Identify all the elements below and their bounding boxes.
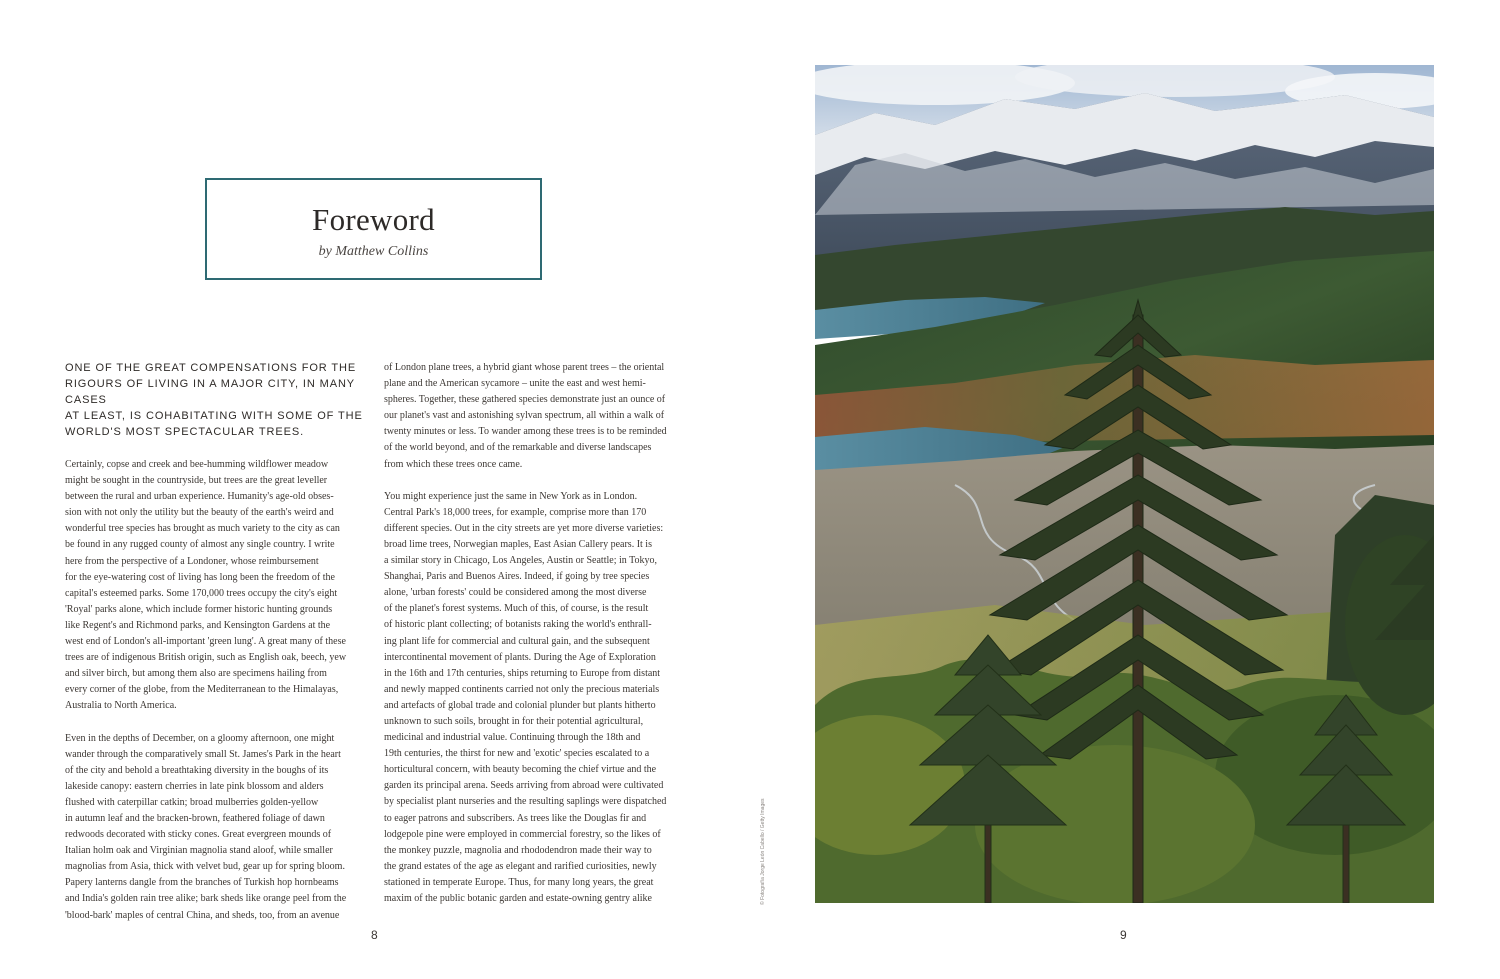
text-line: for the eye-watering cost of living has long been the freedom of the	[65, 571, 335, 583]
text-line: might be sought in the countryside, but trees are the great leveller	[65, 475, 328, 487]
text-line: lodgepole pine were employed in commercial forestry, so the likes of	[384, 828, 661, 840]
title-box	[205, 178, 542, 280]
text-line: of the world beyond, and of the remarkable and diverse landscapes	[384, 442, 652, 454]
text-line: of the city and behold a breathtaking diversity in the boughs of its	[65, 764, 329, 776]
text-line: from which these trees once came.	[384, 458, 523, 470]
text-line: to eager patrons and subscribers. As trees like the Douglas fir and	[384, 812, 647, 824]
text-line: of the planet's forest systems. Much of this, of course, is the result	[384, 603, 649, 615]
text-line: of London plane trees, a hybrid giant whose parent trees – the oriental	[384, 362, 665, 373]
text-line: Italian holm oak and Virginian magnolia stand aloof, while smaller	[65, 845, 333, 857]
text-line: lakeside canopy: eastern cherries in late pink blossom and alders	[65, 780, 324, 792]
text-line: the monkey puzzle, magnolia and rhododendron made their way to	[384, 844, 652, 856]
body-paragraph	[65, 731, 365, 924]
text-line: be found in any rugged county of almost any single country. I write	[65, 539, 335, 551]
text-line: plane and the American sycamore – unite the east and west hemi-	[384, 378, 646, 390]
text-line: a similar story in Chicago, Los Angeles, Austin or Seattle; in Tokyo,	[384, 555, 657, 567]
text-line: here from the perspective of a Londoner, whose reimbursement	[65, 555, 319, 567]
text-line: different species. Out in the city streets are yet more diverse varieties:	[384, 522, 664, 534]
text-line: Australia to North America.	[65, 700, 177, 712]
text-line: Shanghai, Paris and Buenos Aires. Indeed, if going by tree species	[384, 571, 650, 583]
text-line: west end of London's all-important 'green lung'. A great many of these	[65, 636, 346, 648]
text-line: Certainly, copse and creek and bee-humming wildflower meadow	[65, 459, 329, 470]
text-line: maxim of the public botanic garden and estate-owning gentry alike	[384, 893, 652, 904]
text-line: alone, 'urban forests' could be considered among the most diverse	[384, 587, 647, 599]
text-line: Even in the depths of December, on a gloomy afternoon, one might	[65, 732, 335, 744]
body-paragraph	[384, 489, 687, 907]
text-line: broad lime trees, Norwegian maples, East Asian Callery pears. It is	[384, 538, 652, 550]
text-line: 'blood-bark' maples of central China, and sheds, too, from an avenue	[65, 909, 340, 921]
text-line: ing plant life for commercial and cultural gain, and the subsequent	[384, 635, 650, 647]
text-line: WORLD'S MOST SPECTACULAR TREES.	[65, 426, 305, 438]
text-column-right	[384, 360, 687, 907]
photo-credit: © Fotografía Jorge León Cabello / Getty Images	[760, 798, 766, 905]
byline: by Matthew Collins	[318, 244, 429, 259]
text-line: intercontinental movement of plants. During the Age of Exploration	[384, 651, 656, 663]
body-paragraph	[65, 457, 365, 715]
page-number-right: 9	[1120, 928, 1127, 942]
text-line: by specialist plant nurseries and the resulting saplings were dispatched	[384, 796, 667, 808]
text-line: and newly mapped continents carried not only the precious materials	[384, 683, 660, 695]
text-line: between the rural and urban experience. Humanity's age-old obses-	[65, 491, 334, 503]
text-line: You might experience just the same in New York as in London.	[384, 490, 638, 502]
text-line: 19th centuries, the thirst for new and 'exotic' species escalated to a	[384, 748, 650, 760]
text-line: like Regent's and Richmond parks, and Kensington Gardens at the	[65, 619, 331, 631]
text-line: trees are of indigenous British origin, such as English oak, beech, yew	[65, 652, 347, 664]
text-line: stationed in temperate Europe. Thus, for many long years, the great	[384, 876, 654, 888]
text-line: ONE OF THE GREAT COMPENSATIONS FOR THE	[65, 362, 357, 374]
text-line: capital's esteemed parks. Some 170,000 trees occupy the city's eight	[65, 587, 338, 599]
text-line: every corner of the globe, from the Mediterranean to the Himalayas,	[65, 684, 339, 696]
page-number-left: 8	[371, 928, 378, 942]
text-line: of historic plant collecting; of botanists raking the world's enthrall-	[384, 619, 652, 631]
text-line: garden its principal arena. Seeds arriving from abroad were cultivated	[384, 780, 664, 792]
text-line: spheres. Together, these gathered species demonstrate just an ounce of	[384, 394, 666, 406]
landscape-photo	[815, 65, 1434, 903]
text-line: and artefacts of global trade and colonial plunder but plants hitherto	[384, 699, 656, 711]
text-line: the grand estates of the age as elegant and rarified curiosities, newly	[384, 860, 657, 872]
body-paragraph	[384, 360, 687, 473]
text-line: Central Park's 18,000 trees, for example, comprise more than 170	[384, 506, 647, 518]
text-line: Papery lanterns dangle from the branches of Turkish hop hornbeams	[65, 877, 339, 889]
text-line: and India's golden rain tree alike; bark sheds like orange peel from the	[65, 893, 347, 905]
text-line: medicinal and industrial value. Continuing through the 18th and	[384, 732, 641, 744]
text-line: 'Royal' parks alone, which include former historic hunting grounds	[65, 603, 333, 615]
text-line: in autumn leaf and the bracken-brown, feathered foliage of dawn	[65, 812, 325, 824]
text-line: horticultural concern, with beauty becoming the chief virtue and the	[384, 764, 657, 776]
text-line: flushed with caterpillar catkin; broad mulberries golden-yellow	[65, 796, 319, 808]
text-line: unknown to such soils, brought in for their potential agricultural,	[384, 715, 644, 727]
text-line: AT LEAST, IS COHABITATING WITH SOME OF THE	[65, 410, 363, 422]
text-line: magnolias from Asia, thick with velvet bud, gear up for spring bloom.	[65, 861, 345, 873]
text-line: redwoods decorated with sticky cones. Great evergreen mounds of	[65, 829, 332, 841]
text-line: in the 16th and 17th centuries, ships returning to Europe from distant	[384, 667, 661, 679]
text-line: RIGOURS OF LIVING IN A MAJOR CITY, IN MANY CASES	[65, 378, 355, 406]
lede-paragraph	[65, 360, 365, 440]
text-line: twenty minutes or less. To wander among these trees is to be reminded	[384, 426, 667, 438]
text-column-left	[65, 360, 365, 924]
text-line: wander through the comparatively small St. James's Park in the heart	[65, 748, 341, 760]
text-line: sion with not only the utility but the beauty of the earth's weird and	[65, 507, 334, 519]
text-line: and silver birch, but among them also are specimens hailing from	[65, 668, 327, 680]
page-title: Foreword	[312, 202, 435, 237]
text-line: our planet's vast and astonishing sylvan spectrum, all within a walk of	[384, 410, 665, 422]
text-line: wonderful tree species has brought as much variety to the city as can	[65, 523, 340, 535]
